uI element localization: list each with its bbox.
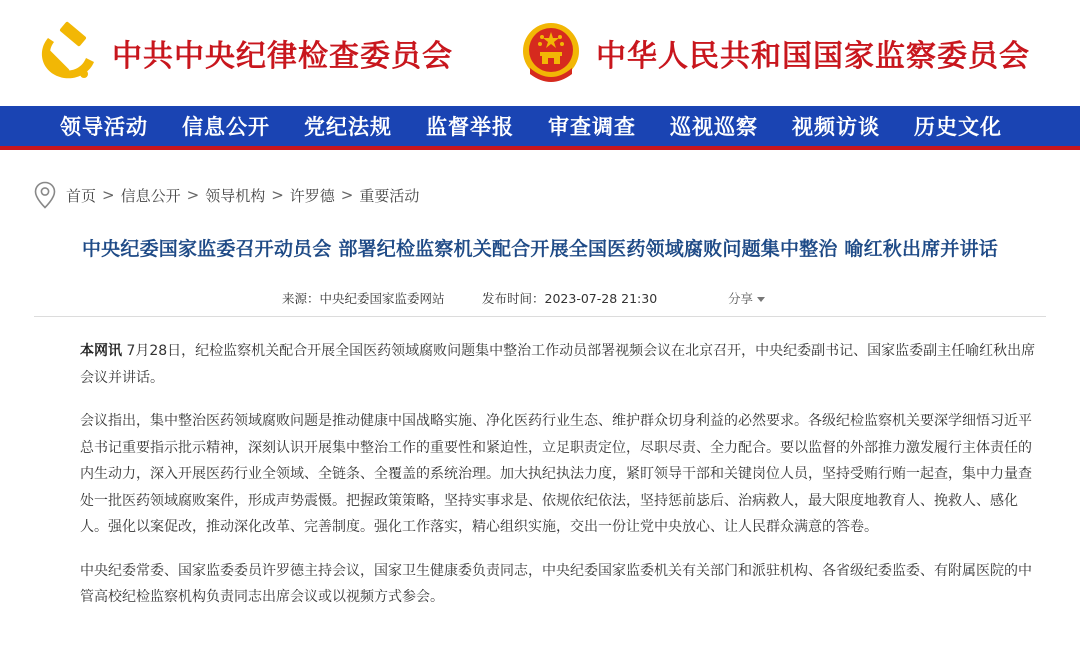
location-pin-icon <box>34 181 56 209</box>
paragraph-text: 会议指出，集中整治医药领域腐败问题是推动健康中国战略实施、净化医药行业生态、维护群众切身利益的必然要求。各级纪检监察机关要深学细悟习近平总书记重要指示批示精神，深刻认识开展集中整治工作的重要性和紧迫性，立足职责定位，尽职尽责、全力配合。要以监督的外部推力激发履行主体责任的内生动力，深入开展医药行业全领域、全链条、全覆盖的系统治理。加大执纪执法力度，紧盯领导干部和关键岗位人员，坚持受贿行贿一起查，集中力量查处一批医药领域腐败案件，形成声势震慑。把握政策策略，坚持实事求是、依规依纪依法，坚持惩前毖后、治病救人，最大限度地教育人、挽救人、感化人。强化以案促改，推动深化改革、完善制度。强化工作落实，精心组织实施，交出一份让党中央放心、让人民群众满意的答卷。 <box>80 413 1032 535</box>
paragraph-text: 中央纪委常委、国家监委委员许罗德主持会议，国家卫生健康委负责同志，中央纪委国家监委机关有关部门和派驻机构、各省级纪委监委、有附属医院的中管高校纪检监察机构负责同志出席会议或以视频方式参会。 <box>80 562 1032 605</box>
brand-nsc[interactable] <box>518 14 1030 92</box>
nav-item-regulations[interactable]: 党纪法规 <box>304 114 392 139</box>
breadcrumb-separator: > <box>271 186 284 204</box>
breadcrumb-home[interactable]: 首页 <box>66 186 97 205</box>
share-label: 分享 <box>728 291 754 306</box>
party-emblem-icon <box>34 20 100 86</box>
nav-item-history-culture[interactable]: 历史文化 <box>914 114 1002 139</box>
brand-ccdi[interactable] <box>34 14 453 92</box>
time-value: 2023-07-28 21:30 <box>544 291 658 306</box>
paragraph <box>80 338 1040 391</box>
breadcrumb-info-disclosure[interactable]: 信息公开 <box>120 186 181 205</box>
breadcrumb-separator: > <box>340 186 354 204</box>
breadcrumb-separator: > <box>186 186 200 204</box>
masthead <box>0 0 1080 106</box>
article-body <box>80 338 1040 628</box>
paragraph-text: 7月28日，纪检监察机关配合开展全国医药领域腐败问题集中整治工作动员部署视频会议在北京召开，中央纪委副书记、国家监委副主任喻红秋出席会议并讲话。 <box>80 343 1036 386</box>
nav-item-investigation[interactable]: 审查调查 <box>548 114 636 139</box>
source-value: 中央纪委国家监委网站 <box>319 291 445 306</box>
breadcrumb <box>34 180 419 210</box>
nav-item-inspection[interactable]: 巡视巡察 <box>670 114 758 139</box>
nav-list <box>0 106 1080 146</box>
breadcrumb-leadership[interactable]: 领导机构 <box>205 186 266 205</box>
divider <box>34 316 1046 317</box>
share-button[interactable] <box>728 289 765 307</box>
nav-item-leadership[interactable]: 领导活动 <box>60 114 148 139</box>
brand-nsc-name: 中华人民共和国国家监察委员会 <box>596 39 1030 74</box>
breadcrumb-important-activities[interactable]: 重要活动 <box>359 186 420 205</box>
time-label: 发布时间： <box>482 291 545 306</box>
article-title: 中央纪委国家监委召开动员会 部署纪检监察机关配合开展全国医药领域腐败问题集中整治 喻红秋出席并讲话 <box>81 238 999 260</box>
nav-item-supervision-report[interactable]: 监督举报 <box>426 114 514 139</box>
nav-item-info-disclosure[interactable]: 信息公开 <box>182 114 270 139</box>
brand-ccdi-name: 中共中央纪律检查委员会 <box>112 39 453 74</box>
breadcrumb-separator: > <box>102 186 115 204</box>
nav-item-video-interview[interactable]: 视频访谈 <box>792 114 880 139</box>
paragraph <box>80 408 1040 541</box>
main-navigation <box>0 106 1080 150</box>
paragraph <box>80 558 1040 611</box>
source-label: 来源： <box>282 291 320 306</box>
paragraph-lead: 本网讯 <box>80 343 122 359</box>
article-source <box>282 289 445 307</box>
article-meta <box>0 286 1080 308</box>
article-publish-time <box>482 289 657 307</box>
national-emblem-icon <box>518 20 584 86</box>
chevron-down-icon <box>757 297 765 302</box>
breadcrumb-person[interactable]: 许罗德 <box>289 186 335 205</box>
